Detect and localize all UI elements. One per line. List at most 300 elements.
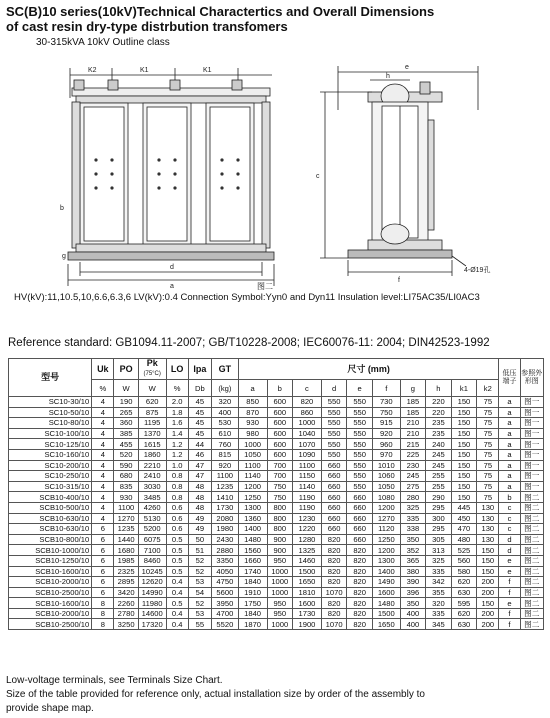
table-cell: 380 [400,566,426,577]
table-cell: 1000 [293,418,322,429]
model-cell: SCB10-1600/10 [9,598,92,609]
model-cell: SC10-160/10 [9,449,92,460]
table-cell: 1600 [372,587,400,598]
col-pk-label: Pk [146,358,158,368]
table-cell: 550 [321,439,347,450]
table-cell: 图二 [520,502,543,513]
table-cell: e [499,566,520,577]
table-cell: 385 [114,428,138,439]
table-cell: 835 [114,481,138,492]
table-cell: 48 [188,481,211,492]
table-cell: 图二 [520,545,543,556]
table-cell: 1060 [372,471,400,482]
table-cell: 0.8 [166,492,188,503]
table-cell: 660 [347,534,373,545]
table-cell: 4 [92,439,114,450]
table-cell: 图一 [520,471,543,482]
table-cell: 2880 [212,545,239,556]
table-cell: 820 [321,598,347,609]
table-cell: 150 [477,566,499,577]
table-cell: 1460 [293,555,322,566]
table-cell: 1840 [238,608,267,619]
table-cell: d [499,545,520,556]
table-cell: 1810 [293,587,322,598]
model-cell: SCB10-630/10 [9,524,92,535]
model-cell: SCB10-2000/10 [9,608,92,619]
table-cell: 150 [451,397,477,408]
col-pk-header [138,359,166,380]
table-cell: 630 [451,619,477,630]
table-cell: 49 [188,513,211,524]
table-cell: 150 [451,460,477,471]
table-cell: 1740 [238,566,267,577]
table-cell: 450 [451,513,477,524]
table-cell: 图一 [520,397,543,408]
table-cell: 0.5 [166,598,188,609]
table-cell: 335 [426,566,452,577]
table-cell: 1220 [293,524,322,535]
col-ipa-header: Ipa [188,359,211,380]
table-cell: 1250 [372,534,400,545]
table-cell: 235 [426,428,452,439]
table-cell: 950 [267,608,293,619]
table-row [9,481,544,492]
table-cell: 1300 [238,502,267,513]
model-cell: SCB10-2000/10 [9,577,92,588]
table-cell: 1235 [114,524,138,535]
col-dims-header: 尺寸 (mm) [238,359,499,380]
footnote-terminals: Low-voltage terminals, see Terminals Size Chart. [6,675,223,686]
table-row [9,418,544,429]
table-cell: 255 [426,471,452,482]
table-cell: 75 [477,418,499,429]
table-cell: 0.4 [166,608,188,619]
table-cell: 550 [321,418,347,429]
table-cell: 590 [114,460,138,471]
table-cell: 300 [426,513,452,524]
model-cell: SCB10-500/10 [9,502,92,513]
table-cell: 550 [321,397,347,408]
table-cell: 1100 [114,502,138,513]
table-cell: 0.6 [166,524,188,535]
table-cell: 342 [426,577,452,588]
table-cell: 1650 [372,619,400,630]
table-cell: 950 [267,555,293,566]
table-cell: 1370 [138,428,166,439]
table-cell: 550 [347,439,373,450]
table-cell: 图二 [520,619,543,630]
table-cell: 4260 [138,502,166,513]
table-cell: 0.5 [166,566,188,577]
table-cell: 44 [188,439,211,450]
table-cell: 75 [477,492,499,503]
table-cell: 1730 [293,608,322,619]
table-cell: 1980 [212,524,239,535]
table-cell: 1195 [138,418,166,429]
table-cell: 75 [477,428,499,439]
table-cell: 660 [321,502,347,513]
table-cell: 2210 [138,460,166,471]
table-cell: a [499,439,520,450]
table-cell: a [499,449,520,460]
table-cell: 900 [267,545,293,556]
table-cell: 150 [451,449,477,460]
side-view [320,66,478,276]
table-cell: 200 [477,587,499,598]
table-cell: 4 [92,460,114,471]
table-cell: 1680 [114,545,138,556]
table-cell: 0.8 [166,471,188,482]
table-cell: 1325 [293,545,322,556]
table-cell: 820 [321,555,347,566]
table-cell: 1200 [372,502,400,513]
table-cell: 0.4 [166,619,188,630]
table-cell: 550 [347,460,373,471]
table-cell: 4 [92,513,114,524]
table-cell: 1500 [372,608,400,619]
model-cell: SCB10-630/10 [9,513,92,524]
table-cell: 305 [426,534,452,545]
table-cell: 130 [477,524,499,535]
col-po-unit: W [114,380,138,397]
table-cell: 1500 [293,566,322,577]
table-row [9,566,544,577]
table-cell: 6 [92,524,114,535]
table-cell: 1270 [372,513,400,524]
table-cell: 400 [400,608,426,619]
table-cell: 1615 [138,439,166,450]
table-cell: 600 [267,418,293,429]
table-cell: 470 [451,524,477,535]
table-cell: e [499,555,520,566]
table-cell: 345 [426,619,452,630]
table-cell: 600 [267,439,293,450]
table-cell: 820 [347,598,373,609]
table-cell: 620 [451,577,477,588]
table-cell: 2430 [212,534,239,545]
table-cell: 图一 [520,439,543,450]
table-cell: 6 [92,545,114,556]
table-cell: 225 [400,449,426,460]
col-pk-unit: W [138,380,166,397]
table-cell: 3350 [212,555,239,566]
table-cell: 52 [188,566,211,577]
dim-e-label: e [405,64,409,71]
table-cell: 200 [477,619,499,630]
table-cell: 820 [347,555,373,566]
table-cell: 220 [426,407,452,418]
table-cell: 75 [477,471,499,482]
table-cell: 245 [426,460,452,471]
table-cell: 235 [426,418,452,429]
table-cell: 1440 [114,534,138,545]
table-cell: 1100 [212,471,239,482]
page-subtitle: 30-315kVA 10kV Outline class [36,37,170,48]
model-cell: SCB10-1250/10 [9,555,92,566]
table-cell: 455 [114,439,138,450]
table-cell: 1750 [238,598,267,609]
table-cell: 47 [188,471,211,482]
table-cell: 320 [212,397,239,408]
table-cell: 185 [400,397,426,408]
table-cell: 915 [372,418,400,429]
model-cell: SCB10-400/10 [9,492,92,503]
table-cell: 6 [92,534,114,545]
table-cell: 2325 [114,566,138,577]
table-cell: 1190 [293,492,322,503]
table-cell: b [499,492,520,503]
table-cell: 190 [114,397,138,408]
table-cell: 53 [188,577,211,588]
footnote-reference-cont: provide shape map. [6,703,94,714]
table-row [9,439,544,450]
table-cell: 800 [267,524,293,535]
table-cell: 610 [212,428,239,439]
table-cell: 0.4 [166,577,188,588]
col-uk-header: Uk [92,359,114,380]
col-lo-header: LO [166,359,188,380]
col-b-header: b [267,380,293,397]
table-row [9,502,544,513]
model-cell: SC10-250/10 [9,471,92,482]
table-cell: a [499,428,520,439]
reference-standard: Reference standard: GB1094.11-2007; GB/T10228-2008; IEC60076-11: 2004; DIN42523-1992 [8,337,490,349]
table-cell: 580 [451,566,477,577]
table-cell: 530 [212,418,239,429]
table-cell: f [499,619,520,630]
table-cell: 4750 [212,577,239,588]
table-cell: d [499,534,520,545]
table-cell: 图二 [520,534,543,545]
table-cell: a [499,481,520,492]
spec-table [8,358,544,630]
table-cell: 660 [321,492,347,503]
table-cell: 400 [212,407,239,418]
table-cell: a [499,407,520,418]
table-cell: 295 [426,524,452,535]
table-cell: 215 [400,439,426,450]
table-cell: 1650 [293,577,322,588]
table-cell: 210 [400,418,426,429]
table-cell: 1.0 [166,460,188,471]
model-cell: SC10-50/10 [9,407,92,418]
table-cell: 图一 [520,449,543,460]
table-cell: 46 [188,449,211,460]
model-cell: SCB10-2500/10 [9,587,92,598]
table-cell: 870 [238,407,267,418]
table-cell: 4 [92,428,114,439]
table-cell: 1600 [293,598,322,609]
table-cell: 350 [400,534,426,545]
table-cell: 255 [426,481,452,492]
table-cell: 1140 [293,481,322,492]
table-row [9,460,544,471]
table-cell: f [499,608,520,619]
table-cell: 3950 [212,598,239,609]
outline-drawing [0,50,550,290]
table-cell: 1480 [372,598,400,609]
table-cell: 815 [212,449,239,460]
model-cell: SC10-125/10 [9,439,92,450]
dim-g-label: g [62,253,66,260]
table-row [9,577,544,588]
table-cell: 4 [92,481,114,492]
table-cell: 45 [188,397,211,408]
table-cell: 6 [92,566,114,577]
table-cell: 950 [267,598,293,609]
table-cell: 338 [400,524,426,535]
table-cell: 47 [188,460,211,471]
table-cell: 660 [321,513,347,524]
table-cell: 850 [238,397,267,408]
table-cell: 11980 [138,598,166,609]
table-cell: 820 [347,587,373,598]
table-cell: 820 [293,397,322,408]
table-cell: 525 [451,545,477,556]
col-po-header: PO [114,359,138,380]
table-cell: 2260 [114,598,138,609]
table-cell: 660 [347,513,373,524]
model-cell: SCB10-800/10 [9,534,92,545]
table-cell: 930 [238,418,267,429]
table-cell: 1910 [238,587,267,598]
table-cell: 760 [212,439,239,450]
table-cell: 150 [451,471,477,482]
table-cell: e [499,598,520,609]
table-cell: 图二 [520,587,543,598]
table-cell: a [499,471,520,482]
table-cell: 900 [267,534,293,545]
table-cell: 4 [92,492,114,503]
dim-c-label: c [316,173,320,180]
table-cell: 2410 [138,471,166,482]
spec-table-body [9,397,544,630]
table-cell: 0.5 [166,555,188,566]
table-cell: 150 [451,481,477,492]
table-cell: f [499,577,520,588]
table-cell: 860 [293,407,322,418]
table-cell: 920 [372,428,400,439]
table-cell: 800 [267,513,293,524]
table-cell: 图一 [520,407,543,418]
table-cell: 1080 [372,492,400,503]
table-cell: 2780 [114,608,138,619]
table-cell: 550 [347,397,373,408]
table-cell: 1000 [238,439,267,450]
table-cell: 680 [114,471,138,482]
table-cell: 600 [267,407,293,418]
table-cell: 200 [477,577,499,588]
table-cell: 1070 [321,587,347,598]
table-cell: 14600 [138,608,166,619]
table-cell: 75 [477,439,499,450]
table-cell: 150 [477,555,499,566]
table-cell: c [499,502,520,513]
table-cell: 445 [451,502,477,513]
page-title-line2: of cast resin dry-type distrbution transfomers [6,19,288,34]
table-cell: 4 [92,471,114,482]
dim-k1-label: K1 [140,67,149,74]
table-cell: 150 [451,439,477,450]
table-cell: 1100 [293,460,322,471]
table-cell: 130 [477,513,499,524]
table-cell: 75 [477,481,499,492]
table-cell: 150 [477,598,499,609]
table-cell: 700 [267,471,293,482]
table-cell: 1.6 [166,418,188,429]
table-cell: 6 [92,577,114,588]
table-cell: 3250 [114,619,138,630]
table-cell: 1200 [372,545,400,556]
col-pk-sub: (75°C) [143,371,161,377]
table-cell: 0.5 [166,545,188,556]
table-cell: 325 [400,502,426,513]
table-cell: 12620 [138,577,166,588]
model-cell: SC10-100/10 [9,428,92,439]
model-cell: SC10-30/10 [9,397,92,408]
table-cell: 150 [477,545,499,556]
col-g-header: g [400,380,426,397]
table-cell: 750 [267,481,293,492]
table-cell: 0.8 [166,481,188,492]
dim-d-label: d [170,264,174,271]
table-cell: 185 [400,407,426,418]
table-cell: 49 [188,524,211,535]
table-cell: 48 [188,492,211,503]
table-cell: 图二 [520,577,543,588]
table-cell: 245 [400,471,426,482]
table-cell: 1280 [293,534,322,545]
table-cell: 630 [451,587,477,598]
table-cell: 1040 [293,428,322,439]
model-cell: SC10-200/10 [9,460,92,471]
table-cell: 图一 [520,481,543,492]
table-cell: 8460 [138,555,166,566]
table-cell: 75 [477,407,499,418]
col-model-header: 型号 [9,359,92,397]
table-cell: 335 [400,513,426,524]
table-cell: 图一 [520,418,543,429]
col-a-header: a [238,380,267,397]
dim-k1-label-2: K1 [203,67,212,74]
table-cell: 50 [188,534,211,545]
table-cell: 75 [477,397,499,408]
table-cell: 1010 [372,460,400,471]
table-cell: 1000 [267,577,293,588]
table-cell: 14990 [138,587,166,598]
table-cell: 1200 [238,481,267,492]
table-cell: 1400 [372,566,400,577]
table-cell: 820 [321,545,347,556]
table-cell: 550 [347,449,373,460]
figure-label: 图二 [257,282,273,291]
table-row [9,407,544,418]
table-cell: 6 [92,587,114,598]
table-cell: 550 [347,428,373,439]
front-view [68,68,274,286]
table-cell: 660 [347,524,373,535]
table-cell: 图一 [520,460,543,471]
table-cell: 5600 [212,587,239,598]
table-cell: 550 [321,449,347,460]
table-cell: c [499,513,520,524]
table-cell: 480 [451,534,477,545]
table-cell: 52 [188,555,211,566]
table-cell: 820 [321,534,347,545]
table-cell: 1230 [293,513,322,524]
table-cell: 660 [321,471,347,482]
table-cell: 1860 [138,449,166,460]
